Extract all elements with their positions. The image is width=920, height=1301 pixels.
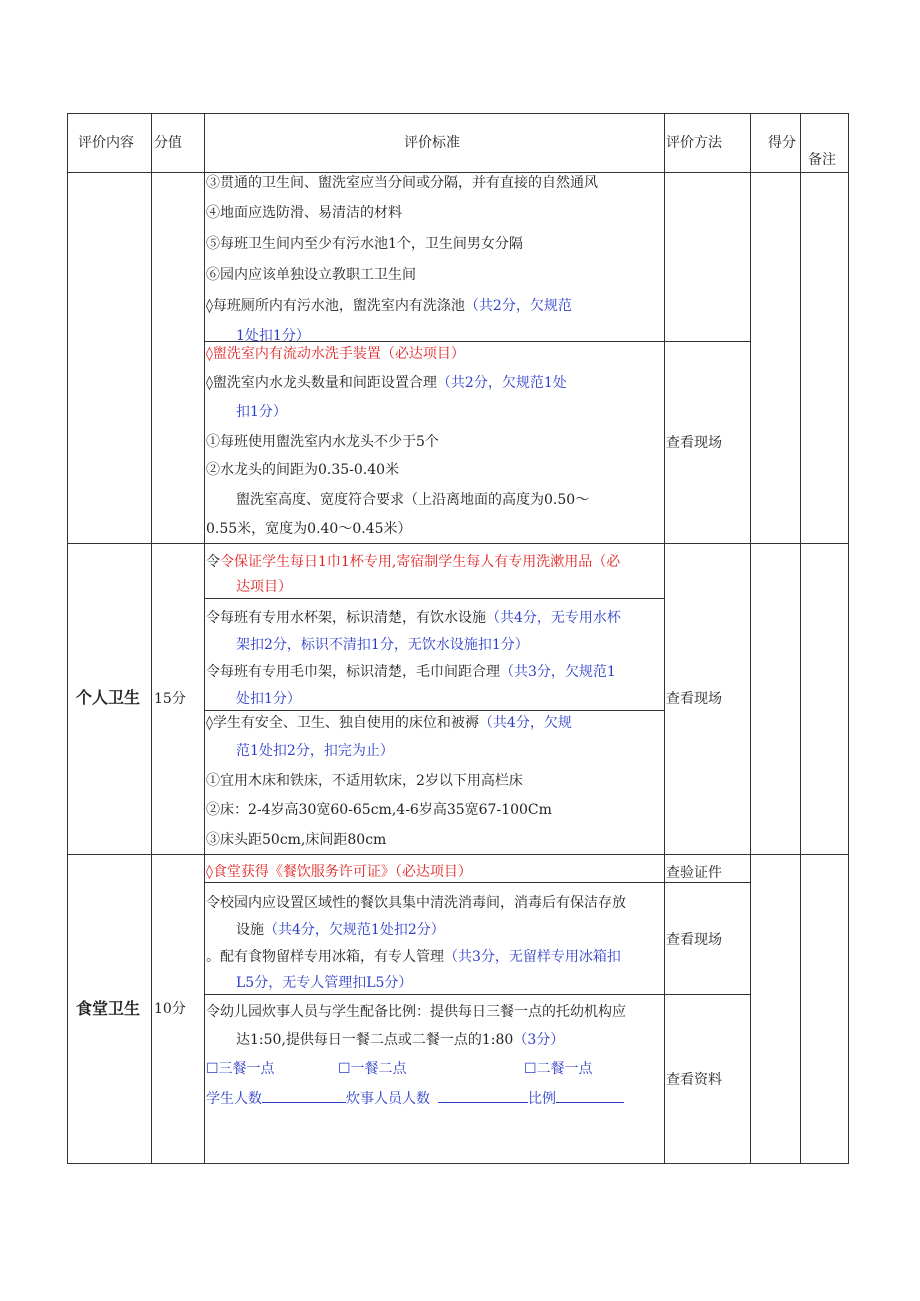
score-note: 1处扣1分） xyxy=(236,328,310,344)
table-bottom-border xyxy=(67,1163,849,1164)
row-divider xyxy=(204,598,664,599)
item-text: ◊盥洗室内水龙头数量和间距设置合理 xyxy=(206,375,437,391)
item-text: 达1:50,提供每日一餐二点或二餐一点的1:80 xyxy=(236,1032,514,1048)
standard-line: ⑤每班卫生间内至少有污水池1个，卫生间男女分隔 xyxy=(206,236,523,252)
required-text: 令保证学生每日1巾1杯专用,寄宿制学生每人有专用洗漱用品（必 xyxy=(220,554,621,570)
students-blank[interactable] xyxy=(262,1088,346,1103)
standard-item xyxy=(206,714,572,732)
header-method: 评价方法 xyxy=(666,135,722,151)
standard-item xyxy=(206,374,567,392)
item-text: 令每班有专用水杯架，标识清楚，有饮水设施 xyxy=(206,610,486,626)
item-text: 令每班有专用毛巾架，标识清楚，毛巾间距合理 xyxy=(206,664,500,680)
score-note: （3分） xyxy=(513,1032,565,1048)
header-score: 分值 xyxy=(154,135,182,151)
standard-item xyxy=(206,663,616,681)
ratio-blank[interactable] xyxy=(556,1088,624,1103)
item-text: ◊每班厕所内有污水池，盥洗室内有洗涤池 xyxy=(206,298,465,314)
row-divider xyxy=(204,710,664,711)
field-label: 炊事人员人数 xyxy=(346,1091,430,1107)
table-top-border xyxy=(67,113,849,114)
category-title: 个人卫生 xyxy=(76,688,141,707)
row-divider xyxy=(204,882,664,883)
header-standard: 评价标准 xyxy=(404,135,460,151)
checkbox-option[interactable]: ☐一餐二点 xyxy=(338,1061,407,1077)
method-cell: 查看现场 xyxy=(666,435,722,451)
required-item: ◊食堂获得《餐饮服务许可证》（必达项目） xyxy=(206,864,472,880)
required-prefix: 令 xyxy=(206,554,220,570)
standard-item xyxy=(236,1031,564,1049)
col-line xyxy=(664,113,665,1164)
standard-item xyxy=(206,609,621,627)
cooks-blank[interactable] xyxy=(438,1088,528,1103)
header-bottom-border xyxy=(67,172,849,173)
required-item: ◊盥洗室内有流动水洗手装置（必达项目） xyxy=(206,346,465,362)
header-remark: 备注 xyxy=(808,152,836,168)
field-label: 学生人数 xyxy=(206,1091,262,1107)
col-line xyxy=(848,113,849,1164)
section1-bottom-border xyxy=(67,543,849,544)
standard-line: ④地面应选防滑、易清洁的材料 xyxy=(206,205,402,221)
required-text: 达项目） xyxy=(236,579,292,595)
score-note: （共4分，欠规 xyxy=(478,715,572,731)
score-cell: 10分 xyxy=(154,1001,186,1017)
item-text: 。配有食物留样专用冰箱，有专人管理 xyxy=(206,949,444,965)
row-divider xyxy=(664,882,750,883)
score-note: 范1处扣2分，扣完为止） xyxy=(236,743,394,759)
score-note: L5分，无专人管理扣L5分） xyxy=(236,975,413,991)
method-cell: 查看资料 xyxy=(666,1072,722,1088)
standard-item xyxy=(206,297,572,315)
item-text: ◊学生有安全、卫生、独自使用的床位和被褥 xyxy=(206,715,479,731)
standard-line: ③贯通的卫生间、盥洗室应当分间或分隔，并有直接的自然通风 xyxy=(206,175,598,191)
score-note: （共3分，欠规范1 xyxy=(500,664,616,680)
standard-item xyxy=(236,921,445,939)
score-note: （共4分，无专用水杯 xyxy=(486,610,621,626)
col-line xyxy=(67,113,68,1164)
score-note: 架扣2分，标识不清扣1分，无饮水设施扣1分） xyxy=(236,637,529,653)
col-line xyxy=(750,113,751,1164)
standard-line: ①宜用木床和铁床，不适用软床，2岁以下用高栏床 xyxy=(206,773,523,789)
standard-line: 0.55米，宽度为0.40～0.45米） xyxy=(206,521,412,537)
method-cell: 查验证件 xyxy=(666,865,722,881)
standard-line: ⑥园内应该单独设立教职工卫生间 xyxy=(206,267,416,283)
field-label: 比例 xyxy=(528,1091,556,1107)
header-content: 评价内容 xyxy=(78,135,134,151)
score-cell: 15分 xyxy=(154,691,186,707)
score-note: （共2分，欠规范 xyxy=(464,298,572,314)
score-note: （共3分，无留样专用冰箱扣 xyxy=(444,949,621,965)
method-cell: 查看现场 xyxy=(666,932,722,948)
standard-line: ③床头距50cm,床间距80cm xyxy=(206,832,387,848)
standard-line: 盥洗室高度、宽度符合要求（上沿离地面的高度为0.50～ xyxy=(236,492,590,508)
checkbox-option[interactable]: ☐二餐一点 xyxy=(524,1061,593,1077)
col-line xyxy=(151,113,152,1164)
standard-line: 令校园内应设置区域性的餐饮具集中清洗消毒间，消毒后有保洁存放 xyxy=(206,895,626,911)
score-note: 扣1分） xyxy=(236,404,287,420)
standard-line: 令幼儿园炊事人员与学生配备比例：提供每日三餐一点的托幼机构应 xyxy=(206,1004,626,1020)
category-title: 食堂卫生 xyxy=(76,999,141,1018)
score-note: 处扣1分） xyxy=(236,691,301,707)
item-text: 设施 xyxy=(236,922,264,938)
score-note: （共2分，欠规范1处 xyxy=(436,375,567,391)
section2-bottom-border xyxy=(67,854,849,855)
row-divider xyxy=(204,994,750,995)
required-item xyxy=(206,553,620,571)
standard-line: ②水龙头的间距为0.35-0.40米 xyxy=(206,462,400,478)
checkbox-option[interactable]: ☐三餐一点 xyxy=(206,1061,275,1077)
fill-field-row xyxy=(206,1088,624,1108)
standard-line: ①每班使用盥洗室内水龙头不少于5个 xyxy=(206,434,439,450)
score-note: （共4分，欠规范1处扣2分） xyxy=(264,922,445,938)
method-cell: 查看现场 xyxy=(666,691,722,707)
standard-item xyxy=(206,948,621,966)
col-line xyxy=(204,113,205,1164)
col-line xyxy=(800,113,801,1164)
standard-line: ②床：2-4岁高30宽60-65cm,4-6岁高35宽67-100Cm xyxy=(206,802,552,818)
header-points: 得分 xyxy=(768,135,796,151)
